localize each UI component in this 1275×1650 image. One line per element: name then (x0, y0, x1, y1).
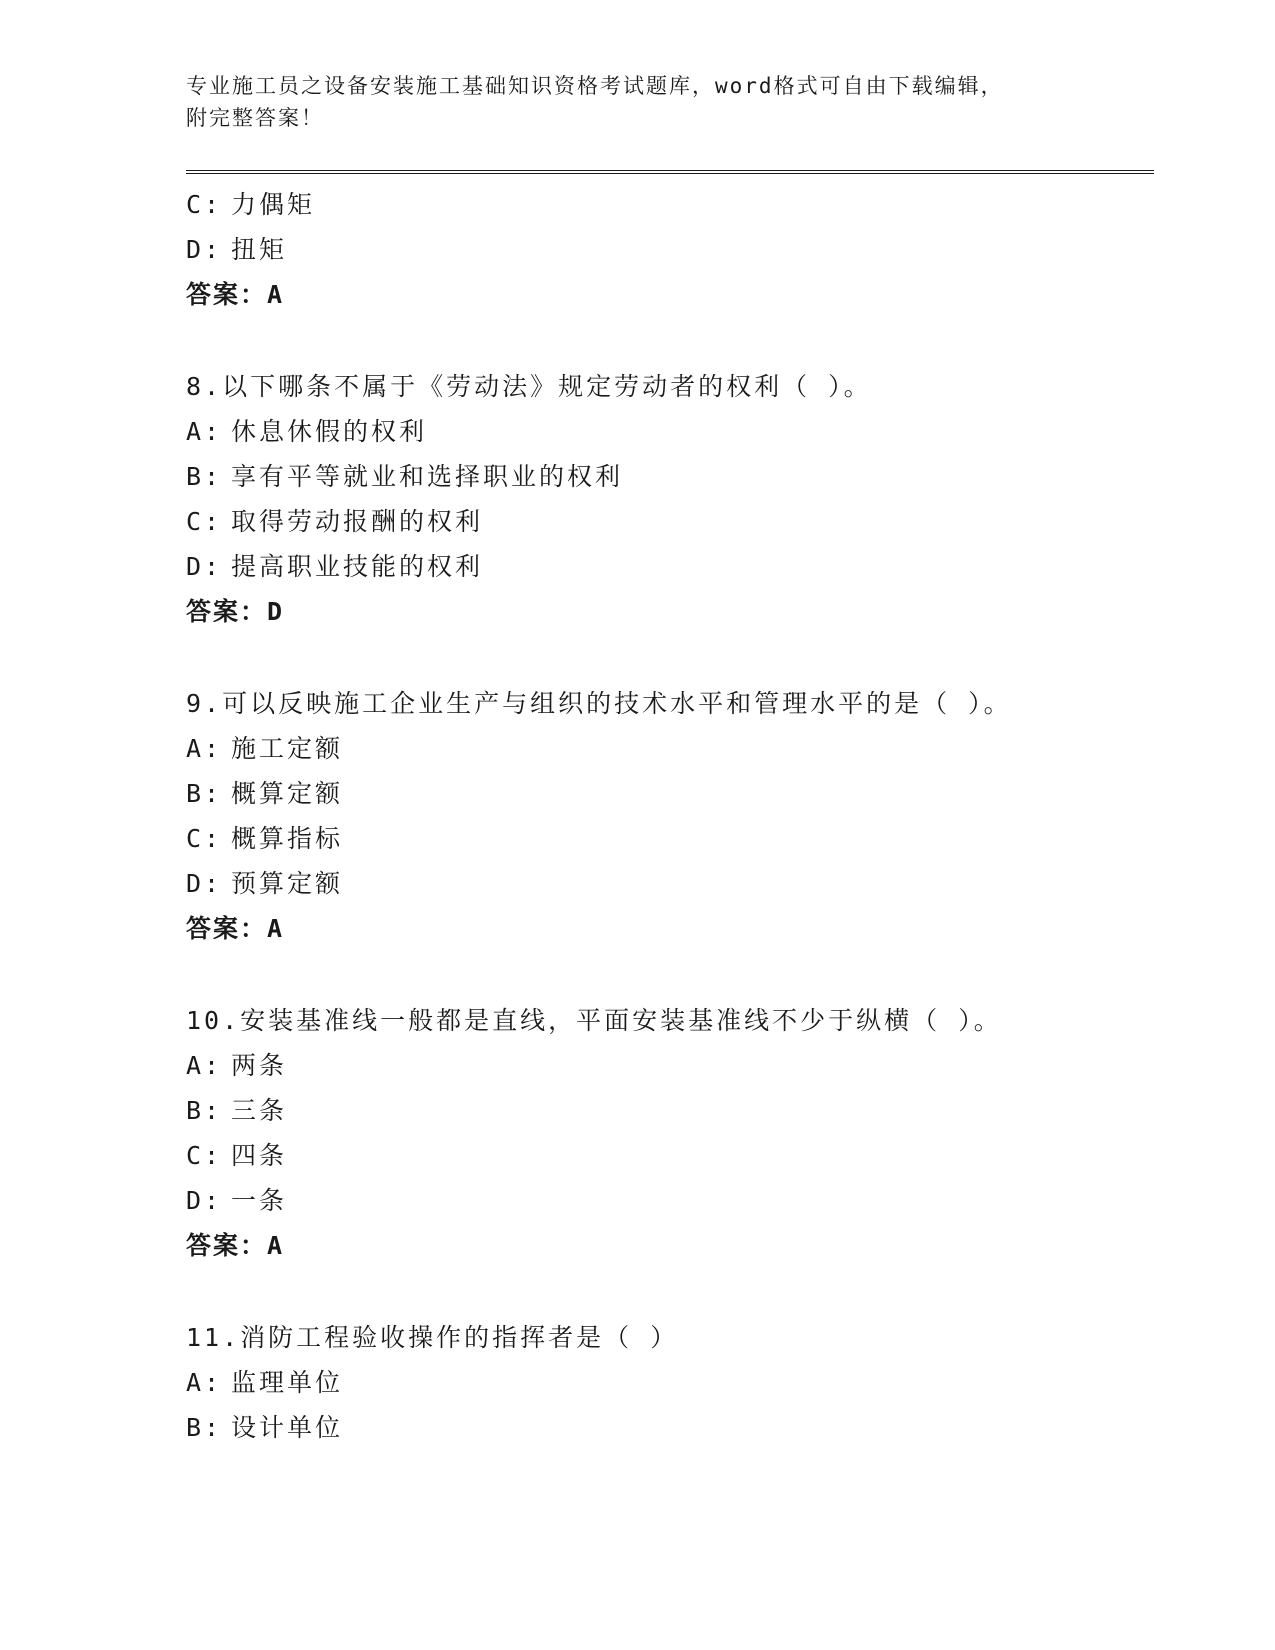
option-d (186, 227, 1146, 272)
option-c (186, 1133, 1146, 1178)
option-a (186, 409, 1146, 454)
option-text: 概算定额 (231, 779, 344, 808)
option-text: 两条 (231, 1051, 288, 1080)
option-d (186, 861, 1146, 906)
option-letter: A: (186, 1368, 223, 1397)
option-text: 取得劳动报酬的权利 (231, 507, 484, 536)
option-a (186, 726, 1146, 771)
option-text: 概算指标 (231, 824, 344, 853)
option-text: 力偶矩 (231, 190, 316, 219)
spacer (186, 317, 1146, 364)
answer-line: 答案：D (186, 597, 285, 626)
question-stem: 8.以下哪条不属于《劳动法》规定劳动者的权利（ ）。 (186, 372, 872, 401)
header-divider (186, 170, 1154, 174)
option-letter: C: (186, 824, 223, 853)
option-letter: C: (186, 507, 223, 536)
option-letter: C: (186, 1141, 223, 1170)
option-text: 施工定额 (231, 734, 344, 763)
option-b (186, 1405, 1146, 1450)
question-block-9 (186, 681, 1146, 951)
option-letter: A: (186, 417, 223, 446)
option-letter: B: (186, 462, 223, 491)
option-letter: A: (186, 1051, 223, 1080)
option-text: 扭矩 (231, 235, 288, 264)
option-a (186, 1360, 1146, 1405)
question-stem: 11.消防工程验收操作的指挥者是（ ） (186, 1323, 679, 1352)
option-text: 设计单位 (231, 1413, 344, 1442)
option-letter: B: (186, 1413, 223, 1442)
question-stem: 9.可以反映施工企业生产与组织的技术水平和管理水平的是（ ）。 (186, 689, 1012, 718)
option-letter: D: (186, 552, 223, 581)
option-text: 休息休假的权利 (231, 417, 428, 446)
option-b (186, 1088, 1146, 1133)
option-text: 一条 (231, 1186, 288, 1215)
option-a (186, 1043, 1146, 1088)
option-b (186, 454, 1146, 499)
option-letter: B: (186, 1096, 223, 1125)
answer-line: 答案：A (186, 1231, 285, 1260)
option-text: 监理单位 (231, 1368, 344, 1397)
option-letter: D: (186, 869, 223, 898)
document-page (186, 70, 1146, 1450)
question-block-8 (186, 364, 1146, 634)
spacer (186, 634, 1146, 681)
option-text: 三条 (231, 1096, 288, 1125)
option-text: 享有平等就业和选择职业的权利 (231, 462, 624, 491)
question-block-11 (186, 1315, 1146, 1450)
spacer (186, 1268, 1146, 1315)
option-text: 四条 (231, 1141, 288, 1170)
option-letter: D: (186, 235, 223, 264)
option-c (186, 182, 1146, 227)
question-list (186, 182, 1146, 1450)
question-block-10 (186, 998, 1146, 1268)
option-c (186, 816, 1146, 861)
question-stem: 10.安装基准线一般都是直线，平面安装基准线不少于纵横（ ）。 (186, 1006, 1002, 1035)
answer-line: 答案：A (186, 914, 285, 943)
option-d (186, 1178, 1146, 1223)
option-text: 预算定额 (231, 869, 344, 898)
option-d (186, 544, 1146, 589)
document-header: 专业施工员之设备安装施工基础知识资格考试题库，word格式可自由下载编辑， 附完整答案！ (186, 74, 1004, 130)
option-c (186, 499, 1146, 544)
question-block-continuation (186, 182, 1146, 317)
option-letter: A: (186, 734, 223, 763)
spacer (186, 951, 1146, 998)
option-letter: C: (186, 190, 223, 219)
option-letter: D: (186, 1186, 223, 1215)
option-b (186, 771, 1146, 816)
option-letter: B: (186, 779, 223, 808)
option-text: 提高职业技能的权利 (231, 552, 484, 581)
answer-line: 答案：A (186, 280, 285, 309)
